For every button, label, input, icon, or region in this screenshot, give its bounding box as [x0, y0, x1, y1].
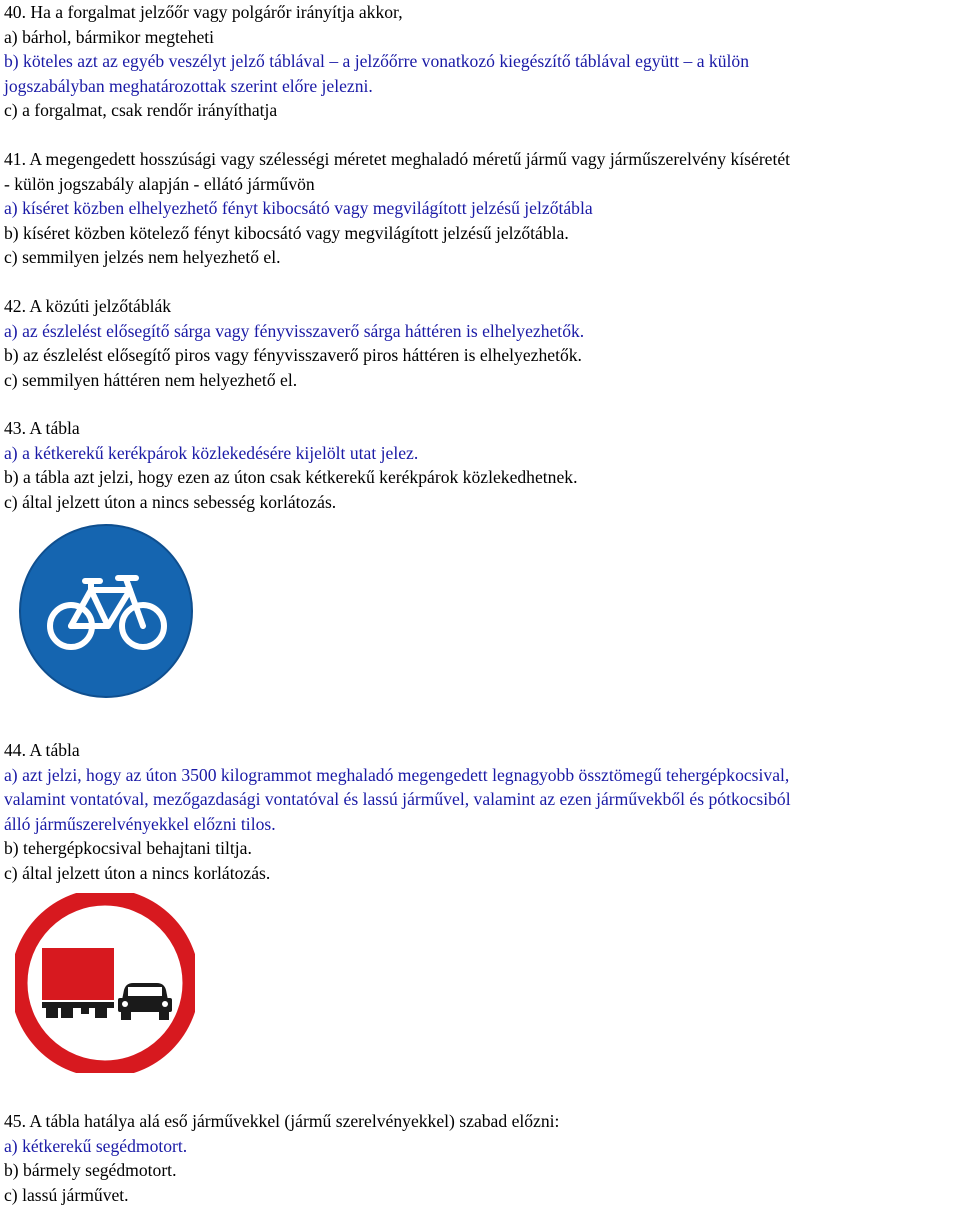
- question-45-option-a: a) kétkerekű segédmotort.: [4, 1135, 188, 1156]
- question-41-option-c: c) semmilyen jelzés nem helyezhető el.: [4, 247, 281, 267]
- bicycle-path-sign-icon: [18, 523, 194, 699]
- question-40-option-b: b) köteles azt az egyéb veszélyt jelző táblával – a jelzőőrre vonatkozó kiegészítő táblával együtt – a külön: [4, 51, 749, 71]
- question-42-title: 42. A közúti jelzőtáblák: [4, 296, 172, 316]
- question-40-title: 40. Ha a forgalmat jelzőőr vagy polgárőr irányítja akkor,: [4, 2, 403, 22]
- question-41-title-cont: - külön jogszabály alapján - ellátó járművön: [4, 173, 315, 194]
- question-42-option-a: a) az észlelést elősegítő sárga vagy fényvisszaverő sárga háttéren is elhelyezhetők.: [4, 320, 585, 341]
- question-45-option-b: b) bármely segédmotort.: [4, 1160, 177, 1180]
- question-41-option-a: a) kíséret közben elhelyezhető fényt kibocsátó vagy megvilágított jelzésű jelzőtábla: [4, 198, 593, 218]
- question-44-option-a-cont-2: álló járműszerelvényekkel előzni tilos.: [4, 813, 276, 834]
- question-44-option-a-cont-1: valamint vontatóval, mezőgazdasági vontatóval és lassú járművel, valamint az ezen járművekből és pótkocsiból: [4, 789, 791, 809]
- question-43-title: 43. A tábla: [4, 418, 80, 438]
- question-44-option-b: b) tehergépkocsival behajtani tiltja.: [4, 838, 252, 858]
- question-44-title: 44. A tábla: [4, 740, 80, 760]
- question-42-option-b: b) az észlelést elősegítő piros vagy fényvisszaverő piros háttéren is elhelyezhetők.: [4, 345, 582, 365]
- question-43-option-a: a) a kétkerekű kerékpárok közlekedésére kijelölt utat jelez.: [4, 442, 419, 463]
- question-40-option-b-cont: jogszabályban meghatározottak szerint előre jelezni.: [4, 75, 373, 96]
- question-43-option-b: b) a tábla azt jelzi, hogy ezen az úton csak kétkerekű kerékpárok közlekedhetnek.: [4, 467, 578, 487]
- question-43-option-c: c) által jelzett úton a nincs sebesség korlátozás.: [4, 491, 337, 512]
- question-42-option-c: c) semmilyen háttéren nem helyezhető el.: [4, 369, 298, 390]
- question-40-option-c: c) a forgalmat, csak rendőr irányíthatja: [4, 100, 278, 120]
- question-45-option-c: c) lassú járművet.: [4, 1184, 129, 1205]
- question-41-title: 41. A megengedett hosszúsági vagy szélességi méretet meghaladó méretű jármű vagy járműszerelvény kíséretét: [4, 149, 791, 169]
- question-41-option-b: b) kíséret közben kötelező fényt kibocsátó vagy megvilágított jelzésű jelzőtábla.: [4, 222, 569, 243]
- question-44-option-c: c) által jelzett úton a nincs korlátozás.: [4, 862, 271, 883]
- question-44-option-a: a) azt jelzi, hogy az úton 3500 kilogrammot meghaladó megengedett legnagyobb össztömegű tehergépkocsival,: [4, 764, 790, 785]
- no-overtaking-trucks-sign-icon: [15, 893, 195, 1073]
- question-45-title: 45. A tábla hatálya alá eső járművekkel (jármű szerelvényekkel) szabad előzni:: [4, 1111, 560, 1131]
- question-40-option-a: a) bárhol, bármikor megteheti: [4, 26, 215, 47]
